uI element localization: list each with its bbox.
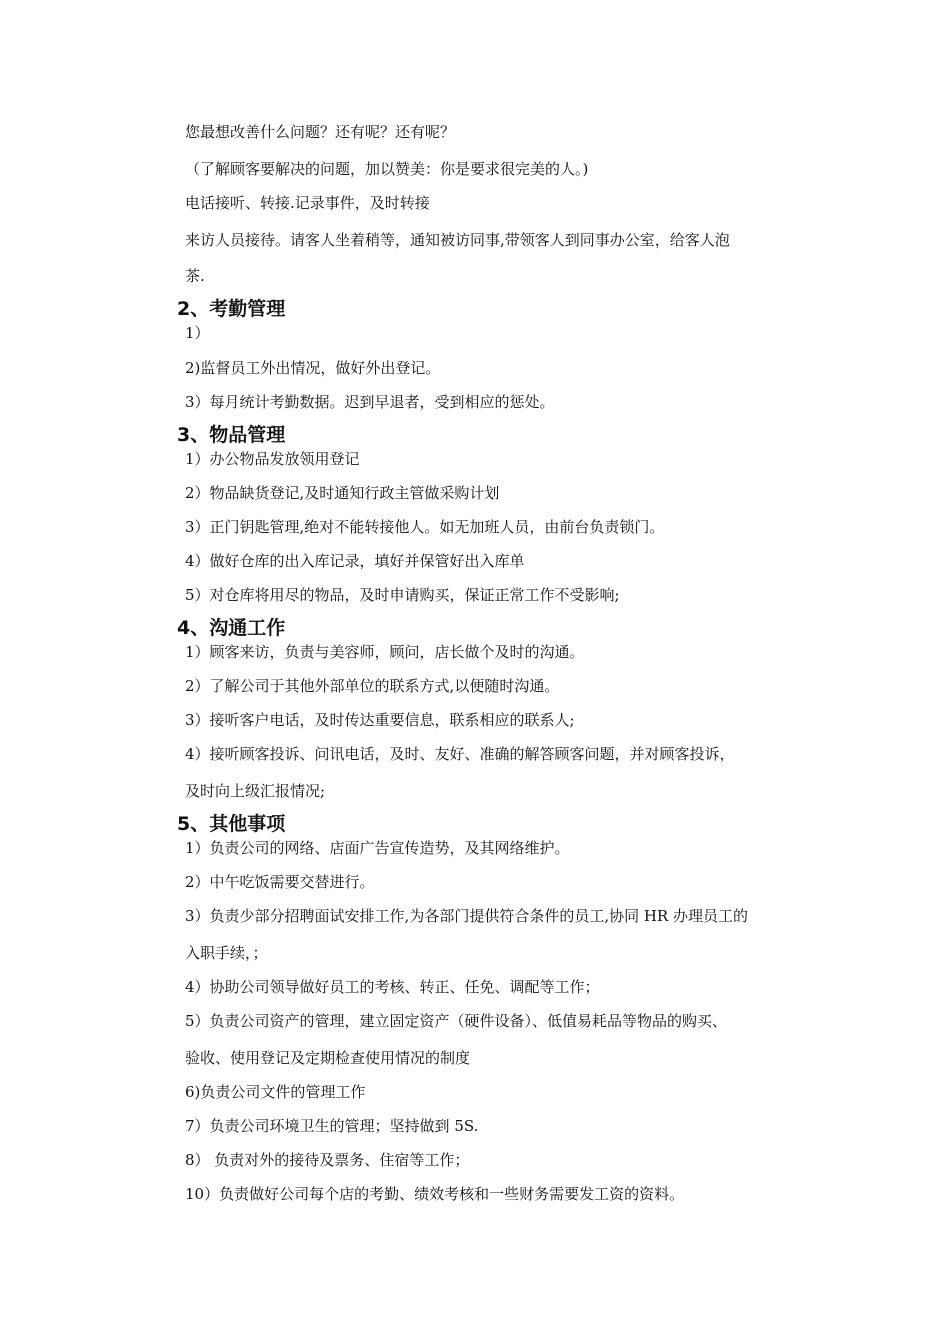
list-item: 5）对仓库将用尽的物品，及时申请购买，保证正常工作不受影响;: [185, 586, 620, 604]
list-item: 6)负责公司文件的管理工作: [185, 1083, 366, 1101]
list-item: 验收、使用登记及定期检查使用情况的制度: [185, 1049, 471, 1067]
intro-line: 电话接听、转接.记录事件，及时转接: [185, 194, 430, 212]
list-item: 1）顾客来访，负责与美容师，顾问，店长做个及时的沟通。: [185, 643, 585, 661]
list-item: 4）协助公司领导做好员工的考核、转正、任免、调配等工作；: [185, 978, 600, 996]
list-item: 1）负责公司的网络、店面广告宣传造势，及其网络维护。: [185, 839, 570, 857]
intro-line: 茶.: [185, 267, 205, 285]
section-heading-goods: 3、物品管理: [177, 424, 286, 446]
document-body: [177, 122, 825, 1204]
intro-line: （了解顾客要解决的问题，加以赞美：你是要求很完美的人。): [185, 160, 589, 178]
list-item: 4）接听顾客投诉、问讯电话，及时、友好、准确的解答顾客问题，并对顾客投诉，: [185, 745, 735, 763]
list-item: 及时向上级汇报情况;: [185, 782, 326, 800]
section-heading-attendance: 2、考勤管理: [177, 298, 286, 320]
section-heading-other: 5、其他事项: [177, 813, 286, 835]
list-item: 5）负责公司资产的管理，建立固定资产（硬件设备）、低值易耗品等物品的购买、: [185, 1012, 728, 1030]
list-item: 7）负责公司环境卫生的管理；坚持做到 5S.: [185, 1117, 479, 1135]
list-item: 8） 负责对外的接待及票务、住宿等工作；: [185, 1151, 470, 1169]
list-item: 入职手续，；: [185, 944, 268, 962]
list-item: 2）物品缺货登记,及时通知行政主管做采购计划: [185, 484, 500, 502]
intro-line: 您最想改善什么问题？还有呢？还有呢？: [185, 123, 456, 141]
list-item: 4）做好仓库的出入库记录，填好并保管好出入库单: [185, 552, 525, 570]
list-item: 3）负责少部分招聘面试安排工作,为各部门提供符合条件的员工,协同 HR 办理员工的: [185, 907, 748, 925]
list-item: 3）每月统计考勤数据。迟到早退者，受到相应的惩处。: [185, 393, 555, 411]
list-item: 2）中午吃饭需要交替进行。: [185, 873, 375, 891]
list-item: 3）接听客户电话，及时传达重要信息，联系相应的联系人;: [185, 711, 575, 729]
list-item: 1）: [185, 324, 210, 342]
list-item: 10）负责做好公司每个店的考勤、绩效考核和一些财务需要发工资的资料。: [185, 1185, 685, 1203]
section-heading-communication: 4、沟通工作: [177, 617, 286, 639]
intro-line: 来访人员接待。请客人坐着稍等，通知被访同事,带领客人到同事办公室，给客人泡: [185, 231, 730, 249]
list-item: 2)监督员工外出情况，做好外出登记。: [185, 359, 441, 377]
list-item: 1）办公物品发放领用登记: [185, 450, 360, 468]
list-item: 2）了解公司于其他外部单位的联系方式,以便随时沟通。: [185, 677, 560, 695]
list-item: 3）正门钥匙管理,绝对不能转接他人。如无加班人员，由前台负责锁门。: [185, 518, 665, 536]
